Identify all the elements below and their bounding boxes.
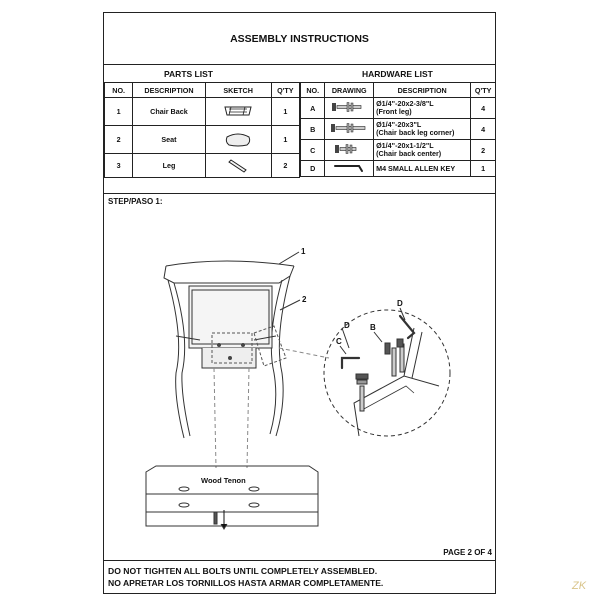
- hardware-use: (Front leg): [376, 107, 412, 116]
- table-row: [301, 119, 496, 140]
- instruction-sheet: [103, 12, 496, 594]
- hardware-header-no: NO.: [301, 83, 325, 98]
- part-description: Chair Back: [133, 98, 205, 126]
- hardware-size: Ø1/4"-20x1-1/2"L: [376, 141, 434, 150]
- part-no: 1: [105, 98, 133, 126]
- step-title: STEP/PASO 1:: [108, 197, 163, 206]
- part-qty: 1: [271, 126, 299, 154]
- hardware-description: [374, 161, 471, 177]
- hardware-description: [374, 98, 471, 119]
- parts-header-no: NO.: [105, 83, 133, 98]
- hardware-qty: 1: [471, 161, 496, 177]
- seat-sketch: [205, 126, 271, 154]
- part-qty: 2: [271, 154, 299, 178]
- callout-c: C: [336, 337, 342, 346]
- hardware-size: Ø1/4"-20x2-3/8"L: [376, 99, 434, 108]
- page-title: ASSEMBLY INSTRUCTIONS: [104, 13, 495, 65]
- callout-d-left: D: [344, 321, 350, 330]
- parts-header-qty: Q'TY: [271, 83, 299, 98]
- callout-b: B: [370, 323, 376, 332]
- table-row: [105, 98, 300, 126]
- parts-header-row: [105, 83, 300, 98]
- bolt-c-drawing: [325, 140, 374, 161]
- callout-d-right: D: [397, 299, 403, 308]
- callout-part-1: 1: [301, 247, 306, 256]
- hardware-description: [374, 119, 471, 140]
- hardware-table: [300, 82, 496, 177]
- hardware-header-qty: Q'TY: [471, 83, 496, 98]
- parts-list-label: PARTS LIST: [164, 69, 213, 79]
- hardware-size: Ø1/4"-20x3"L: [376, 120, 422, 129]
- bolt-a-drawing: [325, 98, 374, 119]
- hardware-qty: 4: [471, 98, 496, 119]
- hardware-list-label: HARDWARE LIST: [362, 69, 433, 79]
- warning-spanish: NO APRETAR LOS TORNILLOS HASTA ARMAR COMPLETAMENTE.: [108, 578, 384, 588]
- page-number: PAGE 2 OF 4: [443, 548, 492, 557]
- warning-english: DO NOT TIGHTEN ALL BOLTS UNTIL COMPLETELY ASSEMBLED.: [108, 566, 378, 576]
- hardware-header-row: [301, 83, 496, 98]
- table-row: [301, 161, 496, 177]
- hardware-header-description: DESCRIPTION: [374, 83, 471, 98]
- hardware-no: C: [301, 140, 325, 161]
- bolt-b-drawing: [325, 119, 374, 140]
- leg-sketch: [205, 154, 271, 178]
- allen-key-drawing: [325, 161, 374, 177]
- part-no: 2: [105, 126, 133, 154]
- hardware-use: (Chair back center): [376, 149, 442, 158]
- hardware-no: D: [301, 161, 325, 177]
- assembly-diagram: [104, 208, 495, 548]
- hardware-qty: 2: [471, 140, 496, 161]
- part-description: Seat: [133, 126, 205, 154]
- part-qty: 1: [271, 98, 299, 126]
- parts-header-sketch: SKETCH: [205, 83, 271, 98]
- parts-table: [104, 82, 300, 178]
- hardware-description: [374, 140, 471, 161]
- part-description: Leg: [133, 154, 205, 178]
- table-row: [301, 140, 496, 161]
- step-panel: [104, 193, 495, 561]
- part-no: 3: [105, 154, 133, 178]
- wood-tenon-label: Wood Tenon: [201, 476, 246, 485]
- table-row: [301, 98, 496, 119]
- magnified-detail: [324, 308, 450, 436]
- footer-warning: [108, 565, 383, 589]
- hardware-no: B: [301, 119, 325, 140]
- chair-back-sketch: [205, 98, 271, 126]
- hardware-use: (Chair back leg corner): [376, 128, 455, 137]
- callout-part-2: 2: [302, 295, 307, 304]
- watermark-logo: ZK: [572, 580, 587, 592]
- hardware-no: A: [301, 98, 325, 119]
- table-row: [105, 154, 300, 178]
- hardware-qty: 4: [471, 119, 496, 140]
- hardware-size: M4 SMALL ALLEN KEY: [376, 163, 456, 173]
- hardware-header-drawing: DRAWING: [325, 83, 374, 98]
- parts-header-description: DESCRIPTION: [133, 83, 205, 98]
- table-row: [105, 126, 300, 154]
- chair-underside-illustration: [164, 261, 294, 438]
